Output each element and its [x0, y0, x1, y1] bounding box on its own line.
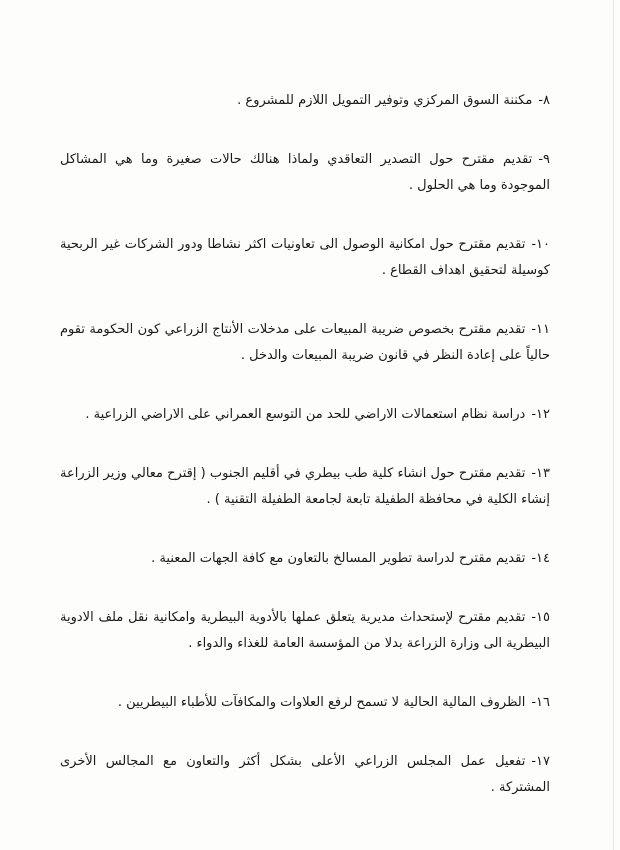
numbered-list — [60, 88, 550, 834]
item-text: تقديم مقترح حول التصدير التعاقدي ولماذا هنالك حالات صغيرة وما هي المشاكل الموجودة وما هي الحلول . — [60, 152, 550, 193]
item-text: تقديم مقترح لإستحداث مديرية يتعلق عملها بالأدوية البيطرية وامكانية نقل ملف الادوية البيطرية الى وزارة الزراعة بدلا من المؤسسة العامة للغذاء والدواء . — [60, 610, 550, 651]
item-text: تفعيل عمل المجلس الزراعي الأعلى بشكل أكثر والتعاون مع المجالس الأخرى المشتركة . — [60, 754, 550, 795]
item-number: ١٠- — [531, 237, 550, 252]
item-text: تقديم مقترح بخصوص ضريبة المبيعات على مدخلات الأنتاج الزراعي كون الحكومة تقوم حالياً على إعادة النظر في قانون ضريبة المبيعات والدخل . — [60, 322, 550, 363]
list-item-9 — [60, 147, 550, 199]
list-item-8 — [60, 88, 550, 114]
list-item-13 — [60, 461, 550, 513]
list-item-16 — [60, 690, 550, 716]
list-item-17 — [60, 749, 550, 801]
item-text: دراسة نظام استعمالات الاراضي للحد من التوسع العمراني على الاراضي الزراعية . — [85, 407, 526, 422]
item-text: مكننة السوق المركزي وتوفير التمويل اللازم للمشروع . — [237, 93, 533, 108]
scan-edge-line — [613, 0, 614, 850]
item-text: الظروف المالية الحالية لا تسمح لرفع العلاوات والمكافآت للأطباء البيطريين . — [117, 695, 526, 710]
list-item-11 — [60, 317, 550, 369]
list-item-10 — [60, 232, 550, 284]
list-item-15 — [60, 605, 550, 657]
item-number: ١٥- — [531, 610, 550, 625]
item-number: ١٧- — [531, 754, 550, 769]
item-number: ١٤- — [531, 551, 550, 566]
list-item-12 — [60, 402, 550, 428]
item-text: تقديم مقترح حول انشاء كلية طب بيطري في أقليم الجنوب ( إقترح معالي وزير الزراعة إنشاء الكلية في محافظة الطفيلة تابعة لجامعة الطفيلة التقنية ) . — [60, 466, 550, 507]
item-text: تقديم مقترح لدراسة تطوير المسالخ بالتعاون مع كافة الجهات المعنية . — [151, 551, 526, 566]
item-number: ٩- — [538, 152, 550, 167]
list-item-14 — [60, 546, 550, 572]
item-number: ٨- — [538, 93, 550, 108]
item-number: ١١- — [531, 322, 550, 337]
item-number: ١٢- — [531, 407, 550, 422]
item-number: ١٣- — [531, 466, 550, 481]
item-number: ١٦- — [531, 695, 550, 710]
item-text: تقديم مقترح حول امكانية الوصول الى تعاونيات اكثر نشاطا ودور الشركات غير الربحية كوسيلة لتحقيق اهداف القطاع . — [60, 237, 550, 278]
